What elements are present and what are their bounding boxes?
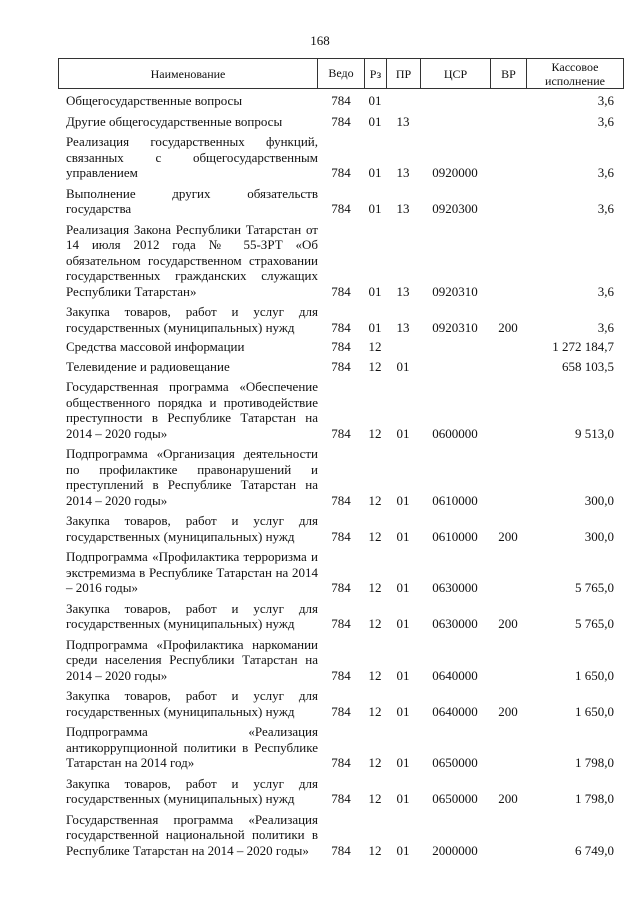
row-csr: 0920310 [432,319,478,335]
row-sum: 3,6 [597,201,614,216]
row-sum: 6 749,0 [575,842,614,858]
row-rz: 12 [368,755,382,770]
row-ved: 784 [331,319,351,335]
table-row [0,134,640,181]
row-csr: 0600000 [432,425,478,441]
table-row [0,724,640,771]
row-rz: 12 [368,667,382,683]
row-ved: 784 [331,755,351,770]
table-row [0,114,640,130]
row-vr: 200 [498,319,518,335]
table-row [0,93,640,109]
table-row [0,513,640,544]
header-ved: Ведо [318,59,365,89]
table-row [0,601,640,632]
row-ved: 784 [331,113,351,129]
row-rz: 12 [368,425,382,441]
row-name: Реализация Закона Республики Татарстан от 14 июля 2012 года № 55-ЗРТ «Об обязательном государственном страховании государственных гражданских служащих Республики Татарстан» [66,221,318,299]
row-pr: 13 [396,319,410,335]
row-ved: 784 [331,165,351,180]
table-row [0,688,640,719]
row-ved: 784 [331,283,351,299]
row-ved: 784 [331,201,351,216]
row-sum: 9 513,0 [575,425,614,441]
row-csr: 0630000 [432,580,478,595]
header-vr: ВР [491,59,527,89]
row-name: Закупка товаров, работ и услуг для государственных (муниципальных) нужд [66,513,318,544]
row-ved: 784 [331,492,351,508]
row-ved: 784 [331,528,351,544]
row-rz: 01 [368,201,382,216]
table-row [0,637,640,684]
row-csr: 0920310 [432,283,478,299]
row-csr: 0610000 [432,492,478,508]
header-sum: Кассовое исполнение [527,59,624,89]
row-name: Закупка товаров, работ и услуг для государственных (муниципальных) нужд [66,600,318,631]
row-sum: 300,0 [584,492,614,508]
row-ved: 784 [331,667,351,683]
row-pr: 01 [396,755,410,770]
table-row [0,186,640,217]
row-pr: 01 [396,580,410,595]
row-pr: 01 [396,358,410,374]
row-rz: 12 [368,580,382,595]
row-rz: 01 [368,113,382,129]
row-pr: 13 [396,283,410,299]
row-rz: 12 [368,791,382,806]
row-ved: 784 [331,842,351,858]
row-rz: 12 [368,492,382,508]
row-sum: 1 650,0 [575,667,614,683]
row-sum: 3,6 [597,283,614,299]
row-pr: 01 [396,667,410,683]
row-sum: 658 103,5 [562,358,614,374]
row-ved: 784 [331,791,351,806]
row-sum: 1 798,0 [575,791,614,806]
table-row [0,812,640,859]
table-row [0,549,640,596]
row-name: Государственная программа «Обеспечение общественного порядка и противодействие преступности в Республике Татарстан на 2014 – 2020 годы» [66,379,318,441]
row-pr: 01 [396,425,410,441]
row-name: Телевидение и радиовещание [66,358,230,374]
row-csr: 0920000 [432,165,478,180]
row-pr: 13 [396,201,410,216]
row-ved: 784 [331,93,351,108]
row-sum: 3,6 [597,319,614,335]
row-name: Реализация государственных функций, связанных с общегосударственным управлением [66,134,318,180]
row-vr: 200 [498,528,518,544]
row-csr: 0920300 [432,201,478,216]
row-csr: 0630000 [432,616,478,631]
page-number: 168 [310,33,330,48]
row-pr: 01 [396,528,410,544]
row-vr: 200 [498,703,518,719]
header-csr: ЦСР [421,59,491,89]
row-name: Подпрограмма «Профилактика терроризма и экстремизма в Республике Татарстан на 2014 – 2016 годы» [66,549,318,595]
table-row [0,222,640,300]
row-sum: 300,0 [584,528,614,544]
row-pr: 13 [396,113,410,129]
row-pr: 01 [396,791,410,806]
table-body [0,89,640,858]
row-name: Средства массовой информации [66,339,245,354]
row-vr: 200 [498,791,518,806]
row-ved: 784 [331,339,351,354]
row-pr: 01 [396,703,410,719]
table-row [0,359,640,375]
row-csr: 0610000 [432,528,478,544]
row-rz: 12 [368,339,382,354]
row-csr: 0640000 [432,703,478,719]
row-name: Подпрограмма «Профилактика наркомании среди населения Республики Татарстан на 2014 – 2020 годы» [66,636,318,683]
row-rz: 12 [368,528,382,544]
row-csr: 2000000 [432,842,478,858]
row-sum: 5 765,0 [575,616,614,631]
row-ved: 784 [331,425,351,441]
row-rz: 12 [368,616,382,631]
row-ved: 784 [331,616,351,631]
row-name: Выполнение других обязательств государства [66,185,318,216]
row-rz: 01 [368,165,382,180]
row-sum: 3,6 [597,165,614,180]
row-sum: 1 650,0 [575,703,614,719]
row-vr: 200 [498,616,518,631]
header-name: Наименование [59,59,318,89]
row-sum: 5 765,0 [575,580,614,595]
row-name: Закупка товаров, работ и услуг для государственных (муниципальных) нужд [66,775,318,806]
row-name: Другие общегосударственные вопросы [66,113,283,129]
row-ved: 784 [331,580,351,595]
table-row [0,776,640,807]
row-rz: 12 [368,703,382,719]
row-name: Государственная программа «Реализация государственной национальной политики в Республике Татарстан на 2014 – 2020 годы» [66,811,318,858]
row-csr: 0650000 [432,791,478,806]
table-row [0,339,640,355]
row-ved: 784 [331,703,351,719]
row-csr: 0650000 [432,755,478,770]
row-name: Закупка товаров, работ и услуг для государственных (муниципальных) нужд [66,688,318,719]
row-sum: 1 798,0 [575,755,614,770]
row-ved: 784 [331,358,351,374]
row-rz: 01 [368,319,382,335]
row-pr: 13 [396,165,410,180]
row-name: Закупка товаров, работ и услуг для государственных (муниципальных) нужд [66,304,318,335]
row-name: Подпрограмма «Реализация антикоррупционной политики в Республике Татарстан на 2014 год» [66,724,318,770]
table-row [0,304,640,335]
row-pr: 01 [396,842,410,858]
row-sum: 1 272 184,7 [552,339,614,354]
row-pr: 01 [396,616,410,631]
header-rz: Рз [365,59,387,89]
row-sum: 3,6 [597,93,614,108]
table-row [0,446,640,508]
row-name: Подпрограмма «Организация деятельности по профилактике правонарушений и преступлений в Республике Татарстан на 2014 – 2020 годы» [66,446,318,508]
row-sum: 3,6 [597,113,614,129]
header-pr: ПР [387,59,421,89]
row-pr: 01 [396,492,410,508]
table-header [58,58,624,89]
row-csr: 0640000 [432,667,478,683]
row-rz: 12 [368,358,382,374]
table-row [0,379,640,441]
row-rz: 01 [368,93,382,108]
row-name: Общегосударственные вопросы [66,93,243,108]
row-rz: 12 [368,842,382,858]
row-rz: 01 [368,283,382,299]
